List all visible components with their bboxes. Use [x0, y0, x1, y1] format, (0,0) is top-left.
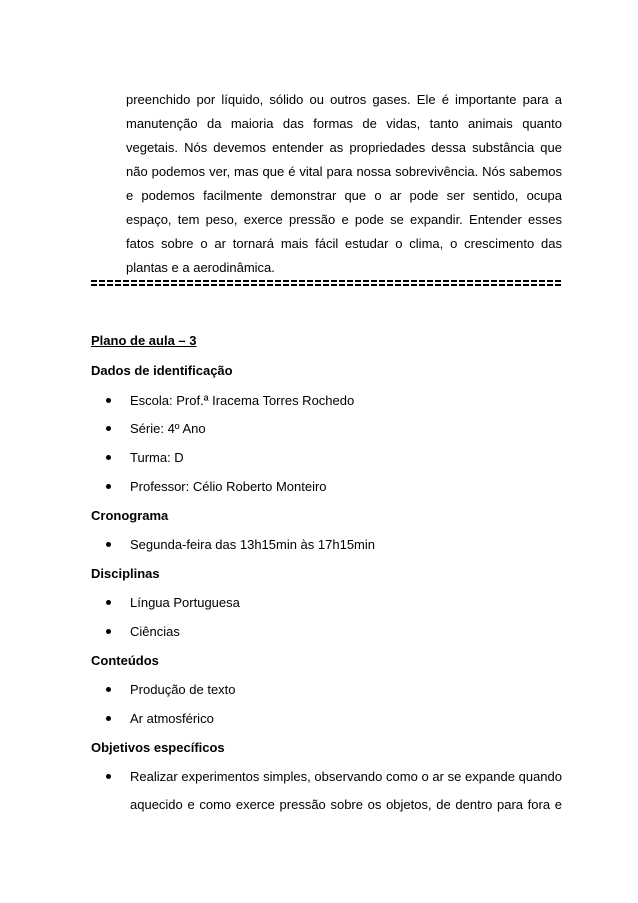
list-item-text: Produção de texto: [130, 682, 236, 697]
list-item-text: Segunda-feira das 13h15min às 17h15min: [130, 537, 376, 552]
bullet-icon: [106, 455, 111, 460]
plan-title: Plano de aula – 3: [91, 333, 197, 348]
intro-paragraph-line: vegetais. Nós devemos entender as propriedades dessa substância que: [126, 140, 562, 155]
bullet-icon: [106, 600, 111, 605]
intro-paragraph-line: e podemos facilmente demonstrar que o ar pode ser sentido, ocupa: [126, 188, 562, 203]
contents-heading: Conteúdos: [91, 653, 159, 668]
objective-line: Realizar experimentos simples, observando como o ar se expande quando: [130, 769, 562, 784]
identification-heading: Dados de identificação: [91, 363, 233, 378]
intro-paragraph-line: fatos sobre o ar tornará mais fácil estudar o clima, o crescimento das: [126, 236, 562, 251]
list-item-text: Ar atmosférico: [130, 711, 214, 726]
bullet-icon: [106, 687, 111, 692]
list-item-text: Escola: Prof.ª Iracema Torres Rochedo: [130, 393, 355, 408]
bullet-icon: [106, 542, 111, 547]
list-item-text: Professor: Célio Roberto Monteiro: [130, 479, 327, 494]
subjects-heading: Disciplinas: [91, 566, 160, 581]
list-item-text: Turma: D: [130, 450, 184, 465]
intro-paragraph-line: manutenção da maioria das formas de vidas, tanto animais quanto: [126, 116, 562, 131]
list-item-text: Série: 4º Ano: [130, 421, 206, 436]
bullet-icon: [106, 484, 111, 489]
intro-paragraph-line: não podemos ver, mas que é vital para nossa sobrevivência. Nós sabemos: [126, 164, 562, 179]
bullet-icon: [106, 716, 111, 721]
bullet-icon: [106, 629, 111, 634]
list-item-text: Ciências: [130, 624, 180, 639]
intro-paragraph-line: espaço, tem peso, exerce pressão e pode se expandir. Entender esses: [126, 212, 562, 227]
bullet-icon: [106, 774, 111, 779]
intro-paragraph-line: preenchido por líquido, sólido ou outros gases. Ele é importante para a: [126, 92, 562, 107]
intro-paragraph-line: plantas e a aerodinâmica.: [126, 260, 275, 275]
list-item-text: Língua Portuguesa: [130, 595, 240, 610]
bullet-icon: [106, 398, 111, 403]
bullet-icon: [106, 426, 111, 431]
objectives-heading: Objetivos específicos: [91, 740, 225, 755]
section-separator: [91, 279, 561, 289]
objective-line: aquecido e como exerce pressão sobre os objetos, de dentro para fora e: [130, 797, 562, 812]
schedule-heading: Cronograma: [91, 508, 169, 523]
